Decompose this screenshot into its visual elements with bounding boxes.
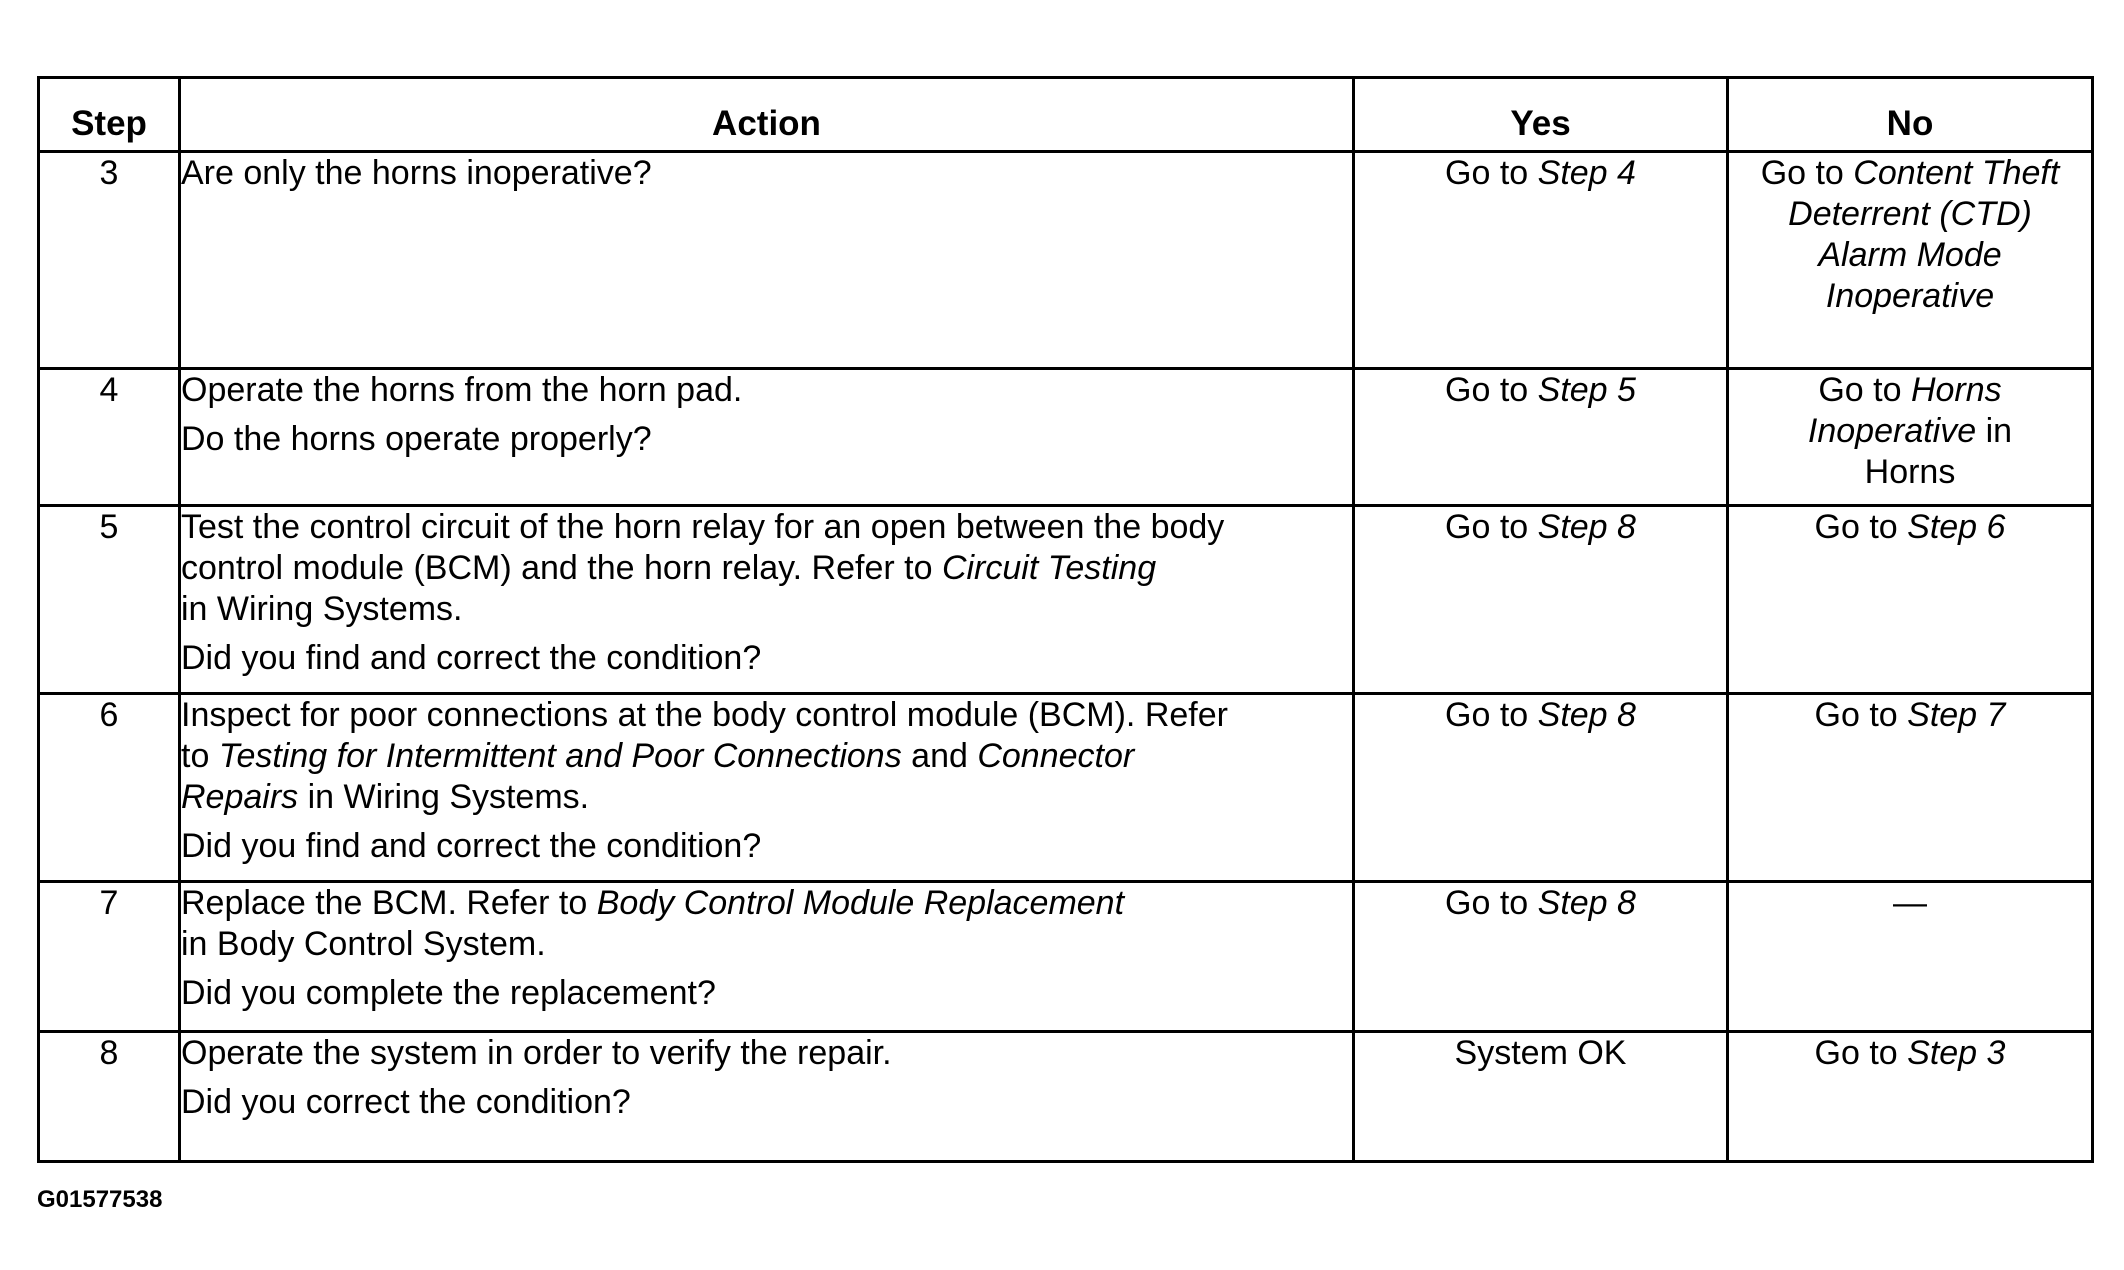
step-number: 4	[39, 369, 180, 506]
yes-cell: Go to Step 8	[1354, 506, 1728, 694]
action-text: Operate the horns from the horn pad.	[181, 371, 743, 409]
step-ref: Step 8	[1537, 508, 1636, 546]
table-row	[39, 1032, 2093, 1162]
table-header-row	[39, 78, 2093, 152]
action-question: Did you correct the condition?	[181, 1083, 631, 1121]
figure-id: G01577538	[37, 1186, 163, 1213]
action-cell: Inspect for poor connections at the body control module (BCM). Refer to Testing for Intermittent and Poor Connections and Connector Repairs in Wiring Systems. Did you find and correct the condition?	[180, 694, 1354, 882]
diagnostic-table	[37, 76, 2094, 1163]
step-number: 8	[39, 1032, 180, 1162]
action-question: Did you complete the replacement?	[181, 974, 716, 1012]
step-ref: Step 3	[1907, 1034, 2006, 1072]
action-question: Did you find and correct the condition?	[181, 639, 762, 677]
no-cell: Go to Horns Inoperative in Horns	[1728, 369, 2093, 506]
step-ref: Step 8	[1537, 696, 1636, 734]
step-ref: Step 4	[1537, 154, 1636, 192]
header-yes: Yes	[1354, 78, 1728, 152]
step-ref: Step 5	[1537, 371, 1636, 409]
yes-cell: System OK	[1354, 1032, 1728, 1162]
action-cell	[180, 369, 1354, 506]
action-cell: Operate the system in order to verify the repair. Did you correct the condition?	[180, 1032, 1354, 1162]
no-cell: Go to Step 3	[1728, 1032, 2093, 1162]
header-action: Action	[180, 78, 1354, 152]
table-row	[39, 506, 2093, 694]
no-cell: Go to Content Theft Deterrent (CTD) Alarm Mode Inoperative	[1728, 152, 2093, 369]
step-number: 6	[39, 694, 180, 882]
table-row	[39, 882, 2093, 1032]
action-question: Did you find and correct the condition?	[181, 827, 762, 865]
action-question: Do the horns operate properly?	[181, 420, 652, 458]
table-row	[39, 152, 2093, 369]
action-text: Are only the horns inoperative?	[181, 154, 652, 192]
step-ref: Step 8	[1537, 884, 1636, 922]
yes-cell: Go to Step 8	[1354, 882, 1728, 1032]
action-cell	[180, 152, 1354, 369]
table-row	[39, 369, 2093, 506]
step-number: 5	[39, 506, 180, 694]
yes-cell: Go to Step 5	[1354, 369, 1728, 506]
no-cell: Go to Step 7	[1728, 694, 2093, 882]
no-cell: Go to Step 6	[1728, 506, 2093, 694]
header-step: Step	[39, 78, 180, 152]
action-cell: Test the control circuit of the horn relay for an open between the body control module (BCM) and the horn relay. Refer to Circuit Testing in Wiring Systems. Did you find and correct the condition?	[180, 506, 1354, 694]
yes-cell: Go to Step 8	[1354, 694, 1728, 882]
yes-cell: Go to Step 4	[1354, 152, 1728, 369]
no-cell: —	[1728, 882, 2093, 1032]
table-row	[39, 694, 2093, 882]
step-number: 3	[39, 152, 180, 369]
header-no: No	[1728, 78, 2093, 152]
step-number: 7	[39, 882, 180, 1032]
action-cell: Replace the BCM. Refer to Body Control Module Replacement in Body Control System. Did you complete the replacement?	[180, 882, 1354, 1032]
step-ref: Step 6	[1907, 508, 2006, 546]
step-ref: Step 7	[1907, 696, 2006, 734]
